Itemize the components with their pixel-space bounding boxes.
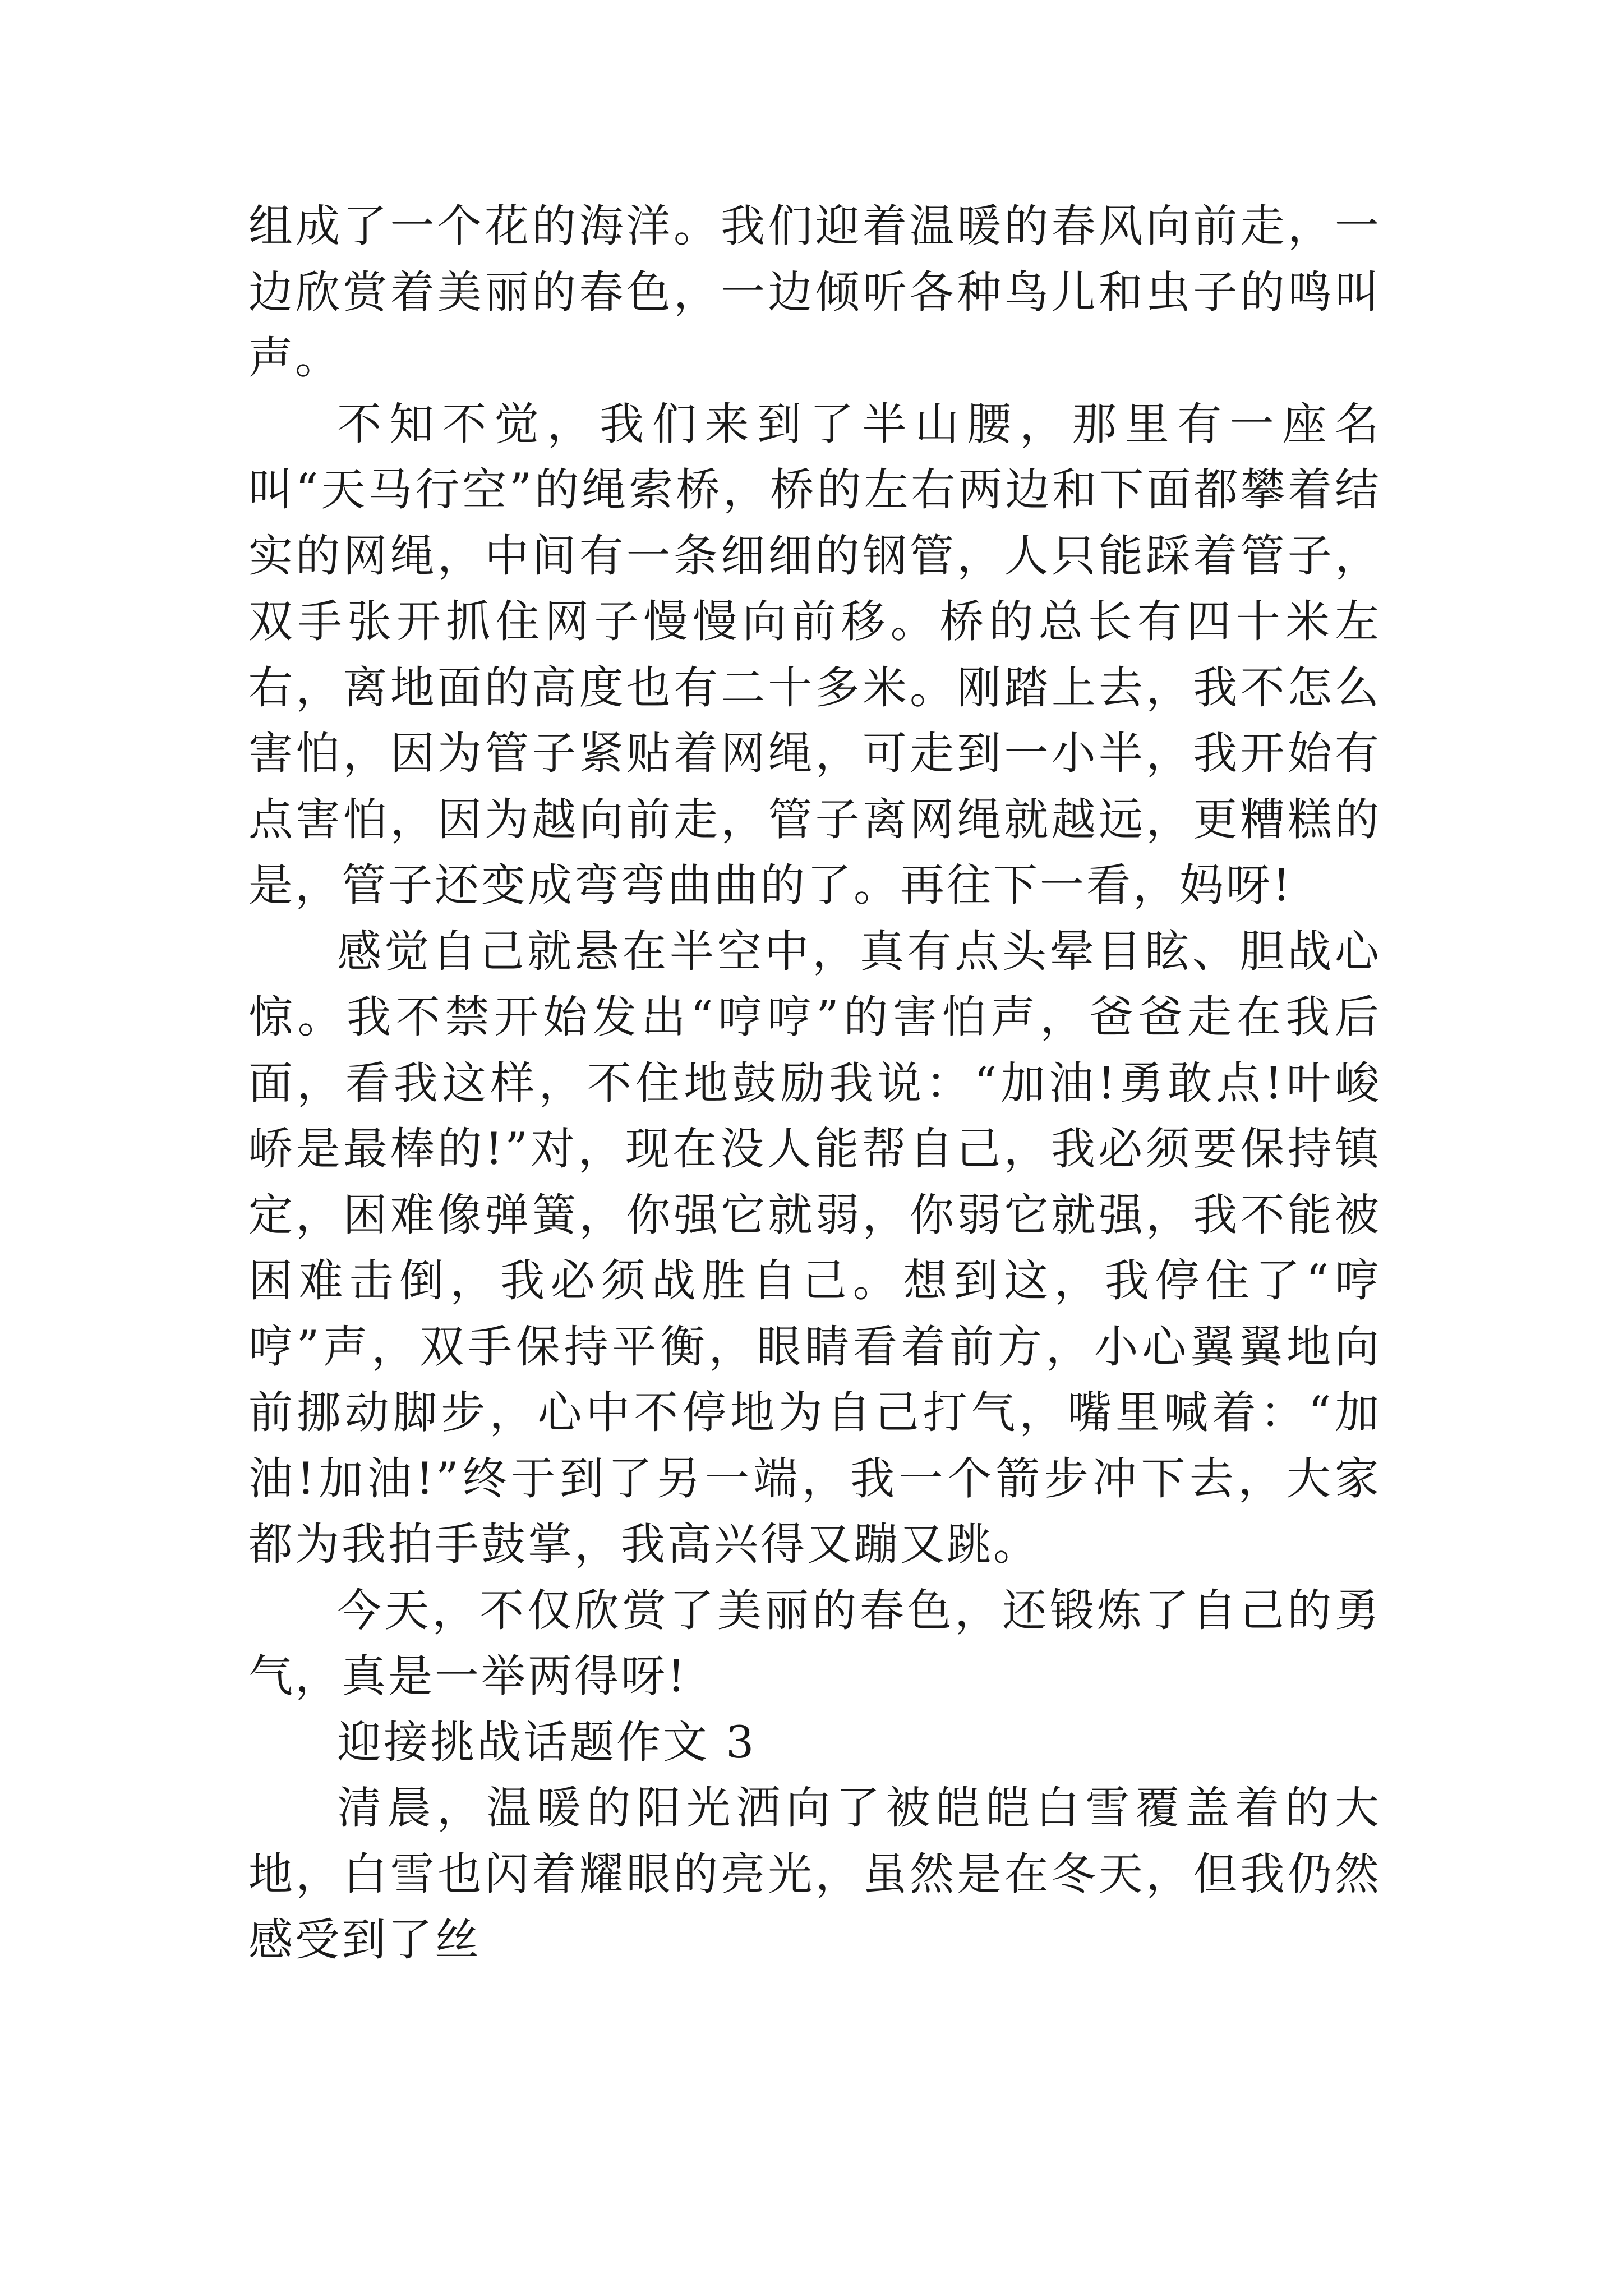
paragraph-rope-bridge: 不知不觉，我们来到了半山腰，那里有一座名叫“天马行空”的绳索桥，桥的左右两边和下面都攀着结实的网绳，中间有一条细细的钢管，人只能踩着管子，双手张开抓住网子慢慢向前移。桥的总长有四十米左右，离地面的高度也有二十多米。刚踏上去，我不怎么害怕，因为管子紧贴着网绳，可走到一小半，我开始有点害怕，因为越向前走，管子离网绳就越远，更糟糕的是，管子还变成弯弯曲曲的了。再往下一看，妈呀! xyxy=(248,398,1381,911)
paragraph-continued: 组成了一个花的海洋。我们迎着温暖的春风向前走，一边欣赏着美丽的春色，一边倾听各种鸟儿和虫子的鸣叫声。 xyxy=(248,200,1381,384)
paragraph-feeling: 感觉自己就悬在半空中，真有点头晕目眩、胆战心惊。我不禁开始发出“哼哼”的害怕声，爸爸走在我后面，看我这样，不住地鼓励我说：“加油!勇敢点!叶峻峤是最棒的!”对，现在没人能帮自己，我必须要保持镇定，困难像弹簧，你强它就弱，你弱它就强，我不能被困难击倒，我必须战胜自己。想到这，我停住了“哼哼”声，双手保持平衡，眼睛看着前方，小心翼翼地向前挪动脚步，心中不停地为自己打气，嘴里喊着：“加油!加油!”终于到了另一端，我一个箭步冲下去，大家都为我拍手鼓掌，我高兴得又蹦又跳。 xyxy=(248,925,1381,1570)
body-text xyxy=(248,194,1381,1973)
paragraph-conclusion: 今天，不仅欣赏了美丽的春色，还锻炼了自己的勇气，真是一举两得呀! xyxy=(248,1584,1381,1702)
essay-heading: 迎接挑战话题作文 3 xyxy=(337,1716,757,1768)
paragraph-morning: 清晨，温暖的阳光洒向了被皑皑白雪覆盖着的大地，白雪也闪着耀眼的亮光，虽然是在冬天，但我仍然感受到了丝 xyxy=(248,1782,1381,1966)
